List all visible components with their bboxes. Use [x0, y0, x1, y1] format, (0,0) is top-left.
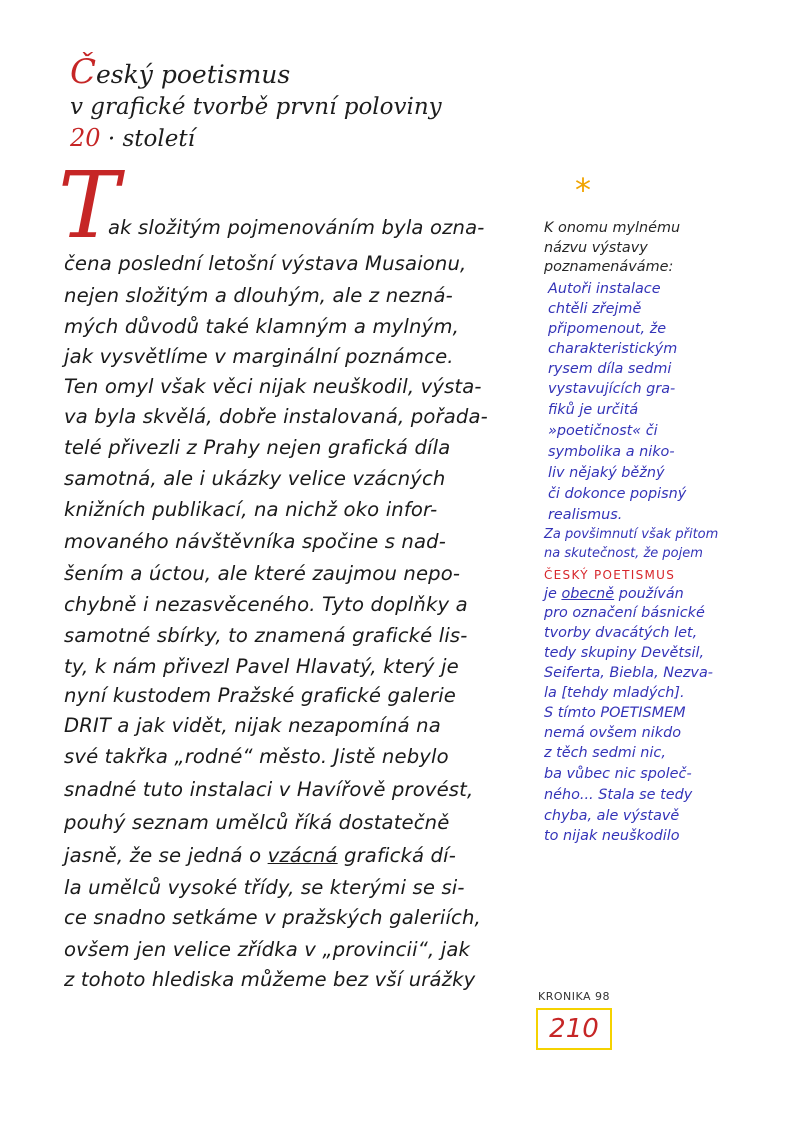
note-line: chtěli zřejmě: [548, 301, 642, 317]
note-line: názvu výstavy: [544, 240, 648, 256]
note-line: symbolika a niko-: [548, 444, 675, 460]
body-line: nyní kustodem Pražské grafické galerie: [64, 684, 456, 707]
note-line: tvorby dvacátých let,: [544, 625, 698, 641]
note-line: liv nějaký běžný: [548, 465, 665, 481]
note-line: Za povšimnutí však přitom: [544, 527, 719, 542]
body-line: z tohoto hlediska můžeme bez vší urážky: [64, 968, 476, 991]
note-line: pro označení básnické: [544, 605, 705, 621]
body-line-part: jasně, že se jedná o: [64, 844, 268, 867]
note-line: Autoři instalace: [548, 281, 661, 297]
poetismus-term: ČESKÝ POETISMUS: [544, 568, 676, 582]
note-line: poznamenáváme:: [544, 259, 674, 275]
body-line: samotná, ale i ukázky velice vzácných: [64, 467, 446, 490]
note-line: chyba, ale výstavě: [544, 808, 680, 824]
note-line: na skutečnost, že pojem: [544, 546, 703, 561]
note-line-with-underline: [544, 586, 684, 602]
body-line: ovšem jen velice zřídka v „provincii“, jak: [64, 938, 470, 961]
page-title: [70, 52, 290, 92]
body-line: jak vysvětlíme v marginální poznámce.: [64, 345, 454, 368]
note-line: ného... Stala se tedy: [544, 787, 693, 803]
body-line: snadné tuto instalaci v Havířově provést,: [64, 778, 474, 801]
body-line: šením a úctou, ale které zaujmou nepo-: [64, 562, 461, 585]
body-line: ty, k nám přivezl Pavel Hlavatý, který je: [64, 655, 459, 678]
chronicle-label: KRONIKA 98: [538, 990, 611, 1003]
body-line-with-underline: [64, 844, 544, 867]
asterisk-icon: *: [575, 171, 591, 209]
note-line: z těch sedmi nic,: [544, 745, 666, 761]
note-line: la [tehdy mladých].: [544, 685, 685, 701]
note-line: či dokonce popisný: [548, 486, 687, 502]
body-line: la umělců vysoké třídy, se kterými se si-: [64, 876, 465, 899]
note-line: K onomu mylnému: [544, 220, 681, 236]
title-century-number: 20: [70, 124, 101, 152]
body-line: čena poslední letošní výstava Musaionu,: [64, 252, 467, 275]
note-line: Seiferta, Biebla, Nezva-: [544, 665, 713, 681]
body-line: chybně i nezasvěceného. Tyto doplňky a: [64, 593, 468, 616]
drop-cap: T: [58, 152, 120, 259]
body-line: ak složitým pojmenováním byla ozna-: [108, 216, 485, 239]
page-number: 210: [549, 1014, 599, 1044]
note-line: charakteristickým: [548, 341, 678, 357]
body-line: mých důvodů také klamným a mylným,: [64, 315, 459, 338]
note-line: připomenout, že: [548, 321, 667, 337]
note-part: je: [544, 586, 562, 602]
body-line: DRIT a jak vidět, nijak nezapomíná na: [64, 714, 441, 737]
title-line1: eský poetismus: [96, 60, 291, 89]
title-line2: v grafické tvorbě první poloviny: [70, 94, 442, 120]
body-line-part: grafická dí-: [337, 844, 456, 867]
note-line: realismus.: [548, 507, 623, 523]
note-line: rysem díla sedmi: [548, 361, 672, 377]
note-line: fiků je určitá: [548, 402, 639, 418]
note-line: »poetičnost« či: [548, 423, 658, 439]
note-part: používán: [614, 586, 684, 602]
note-line: to nijak neuškodilo: [544, 828, 680, 844]
note-line: vystavujících gra-: [548, 381, 676, 397]
body-line: telé přivezli z Prahy nejen grafická díla: [64, 436, 451, 459]
title-line3: [70, 124, 195, 152]
page-number-box: [536, 1008, 612, 1050]
body-line: Ten omyl však věci nijak neuškodil, výsta-: [64, 375, 482, 398]
underlined-word: obecně: [561, 586, 615, 602]
title-initial: Č: [70, 52, 97, 92]
note-line: S tímto POETISMEM: [544, 705, 686, 721]
underlined-word: vzácná: [267, 844, 338, 867]
body-line: nejen složitým a dlouhým, ale z nezná-: [64, 284, 453, 307]
body-line: své takřka „rodné“ město. Jistě nebylo: [64, 745, 449, 768]
body-line: knižních publikací, na nichž oko infor-: [64, 498, 438, 521]
title-line3-rest: · století: [100, 126, 195, 152]
note-line: tedy skupiny Devětsil,: [544, 645, 705, 661]
body-line: va byla skvělá, dobře instalovaná, pořada-: [64, 405, 488, 428]
note-line: nemá ovšem nikdo: [544, 725, 682, 741]
body-line: movaného návštěvníka spočine s nad-: [64, 530, 446, 553]
body-line: samotné sbírky, to znamená grafické lis-: [64, 624, 468, 647]
note-line: ba vůbec nic společ-: [544, 766, 692, 782]
body-line: ce snadno setkáme v pražských galeriích,: [64, 906, 481, 929]
body-line: pouhý seznam umělců říká dostatečně: [64, 811, 450, 834]
